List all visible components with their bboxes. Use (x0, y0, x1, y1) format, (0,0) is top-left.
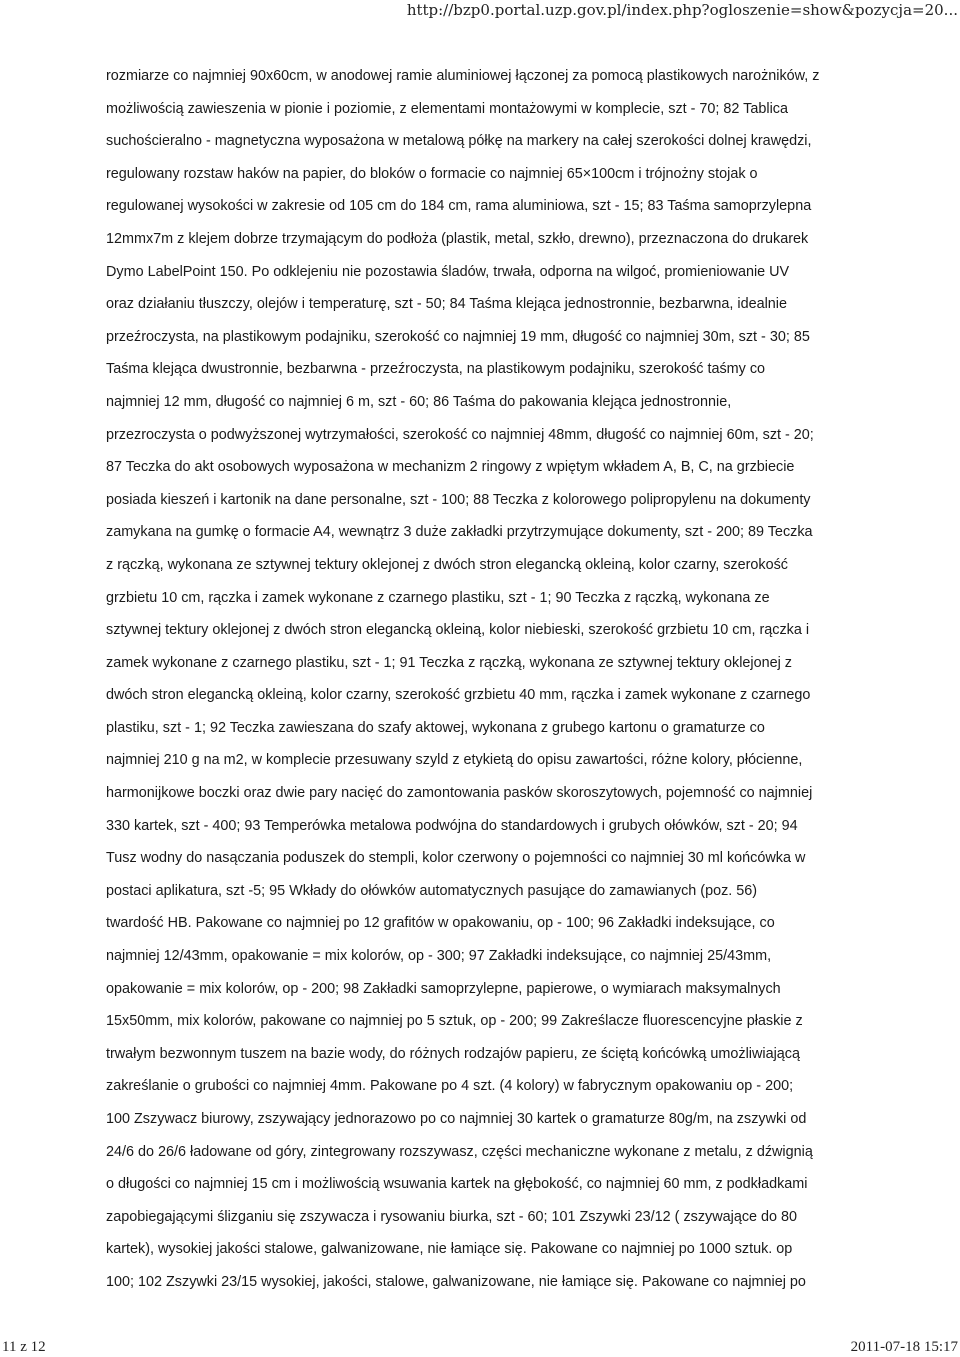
body-text-line: rozmiarze co najmniej 90x60cm, w anodowej ramie aluminiowej łączonej za pomocą plastikowych narożników, z (106, 68, 820, 84)
body-text-line: 24/6 do 26/6 ładowane od góry, zintegrowany rozszywasz, części mechaniczne wykonane z metalu, z dźwignią (106, 1143, 813, 1160)
print-datetime: 2011-07-18 15:17 (850, 1339, 958, 1355)
body-text-line: kartek), wysokiej jakości stalowe, galwanizowane, nie łamiące się. Pakowane co najmniej po 1000 sztuk. op (106, 1241, 793, 1258)
body-text-line: 87 Teczka do akt osobowych wyposażona w mechanizm 2 ringowy z wpiętym wkładem A, B, C, na grzbiecie (106, 459, 795, 476)
body-text-line: Dymo LabelPoint 150. Po odklejeniu nie pozostawia śladów, trwała, odporna na wilgoć, promieniowanie UV (106, 263, 790, 280)
page-number: 11 z 12 (2, 1339, 46, 1355)
body-text-line: postaci aplikatura, szt -5; 95 Wkłady do ołówków automatycznych pasujące do zamawianych (poz. 56) (106, 882, 758, 899)
body-text-line: zamek wykonane z czarnego plastiku, szt - 1; 91 Teczka z rączką, wykonana ze sztywnej tektury oklejonej z (106, 654, 792, 671)
body-text-line: najmniej 12 mm, długość co najmniej 6 m, szt - 60; 86 Taśma do pakowania klejąca jednostronnie, (106, 393, 732, 410)
body-text-line: opakowanie = mix kolorów, op - 200; 98 Zakładki samoprzylepne, papierowe, o wymiarach maksymalnych (106, 980, 781, 997)
body-text-line: zakreślanie o grubości co najmniej 4mm. Pakowane po 4 szt. (4 kolory) w fabrycznym opakowaniu op - 200; (106, 1078, 794, 1095)
body-text-line: 330 kartek, szt - 400; 93 Temperówka metalowa podwójna do standardowych i grubych ołówków, szt - 20; 94 (106, 817, 798, 834)
body-text-line: harmonijkowe boczki oraz dwie pary nacięć do zamontowania pasków skoroszytowych, pojemność co najmniej (106, 785, 813, 802)
body-text-line: 15x50mm, mix kolorów, pakowane co najmniej po 5 sztuk, op - 200; 99 Zakreślacze fluorescencyjne płaskie z (106, 1013, 803, 1030)
body-text-line: możliwością zawieszenia w pionie i poziomie, z elementami montażowymi w komplecie, szt - 70; 82 Tablica (106, 100, 788, 117)
body-text-line: oraz działaniu tłuszczy, olejów i temperaturę, szt - 50; 84 Taśma klejąca jednostronnie, bezbarwna, idealnie (106, 296, 787, 313)
body-text-line: regulowanej wysokości w zakresie od 105 cm do 184 cm, rama aluminiowa, szt - 15; 83 Taśma samoprzylepna (106, 198, 812, 215)
body-text-line: 100 Zszywacz biurowy, zszywający jednorazowo po co najmniej 30 kartek o gramaturze 80g/m, na zszywki od (106, 1111, 807, 1127)
body-text-line: plastiku, szt - 1; 92 Teczka zawieszana do szafy aktowej, wykonana z grubego kartonu o gramaturze co (106, 719, 765, 736)
body-text-line: suchościeralno - magnetyczna wyposażona w metalową półkę na markery na całej szerokości dolnej krawędzi, (106, 133, 812, 150)
body-text-line: zapobiegającymi ślizganiu się zszywacza i rysowaniu biurka, szt - 60; 101 Zszywki 23/12 ( zszywające do 80 (106, 1208, 798, 1225)
body-text-line: najmniej 210 g na m2, w komplecie przesuwany szyld z etykietą do opisu zawartości, różne kolory, płócienne, (106, 752, 803, 769)
body-text-line: 12mmx7m z klejem dobrze trzymającym do podłoża (plastik, metal, szkło, drewno), przeznaczona do drukarek (106, 230, 809, 247)
body-text-line: najmniej 12/43mm, opakowanie = mix kolorów, op - 300; 97 Zakładki indeksujące, co najmniej 25/43mm, (106, 948, 772, 965)
body-text-line: Taśma klejąca dwustronnie, bezbarwna - przeźroczysta, na plastikowym podajniku, szerokość taśmy co (106, 361, 766, 378)
body-text-line: dwóch stron elegancką okleiną, kolor czarny, szerokość grzbietu 40 mm, rączka i zamek wykonane z czarnego (106, 687, 811, 704)
body-text-line: o długości co najmniej 15 cm i możliwością wsuwania kartek na głębokość, co najmniej 60 mm, z podkładkami (106, 1176, 808, 1193)
body-text-line: twardość HB. Pakowane co najmniej po 12 grafitów w opakowaniu, op - 100; 96 Zakładki indeksujące, co (106, 915, 775, 932)
body-text-line: zamykana na gumkę o formacie A4, wewnątrz 3 duże zakładki przytrzymujące dokumenty, szt - 200; 89 Teczka (106, 524, 813, 541)
body-text-line: regulowany rozstaw haków na papier, do bloków o formacie co najmniej 65×100cm i trójnożny stojak o (106, 165, 758, 182)
body-text-line: trwałym bezwonnym tuszem na bazie wody, do różnych rodzajów papieru, ze ściętą końcówką umożliwiającą (106, 1045, 800, 1062)
body-text-line: grzbietu 10 cm, rączka i zamek wykonane z czarnego plastiku, szt - 1; 90 Teczka z rączką, wykonana ze (106, 589, 770, 606)
body-text-line: z rączką, wykonana ze sztywnej tektury oklejonej z dwóch stron elegancką okleiną, kolor czarny, szerokość (106, 556, 789, 573)
body-text-line: posiada kieszeń i kartonik na dane personalne, szt - 100; 88 Teczka z kolorowego polipropylenu na dokumenty (106, 491, 811, 508)
body-text-line: sztywnej tektury oklejonej z dwóch stron elegancką okleiną, kolor niebieski, szerokość grzbietu 10 cm, rączka i (106, 622, 810, 639)
document-body (106, 60, 906, 1299)
page-header-url: http://bzp0.portal.uzp.gov.pl/index.php?ogloszenie=show&pozycja=20... (406, 1, 958, 19)
body-text-line: 100; 102 Zszywki 23/15 wysokiej, jakości, stalowe, galwanizowane, nie łamiące się. Pakowane co najmniej po (106, 1273, 806, 1290)
body-text-line: Tusz wodny do nasączania poduszek do stempli, kolor czerwony o pojemności co najmniej 30 ml końcówka w (106, 850, 806, 867)
body-text-line: przeźroczysta, na plastikowym podajniku, szerokość co najmniej 19 mm, długość co najmniej 30m, szt - 30; 85 (106, 328, 810, 345)
body-text-line: przezroczysta o podwyższonej wytrzymałości, szerokość co najmniej 48mm, długość co najmniej 60m, szt - 20; (106, 426, 814, 443)
